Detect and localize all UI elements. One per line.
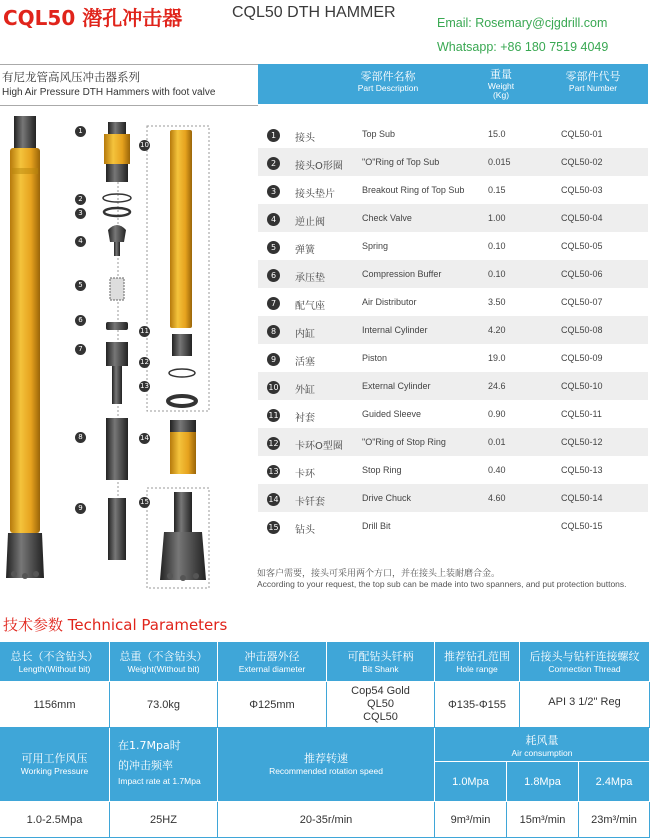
part-name-cn: 接头垫片	[295, 189, 335, 200]
part-name-en: Check Valve	[362, 213, 412, 223]
part-code: CQL50-08	[561, 325, 603, 335]
part-code: CQL50-12	[561, 437, 603, 447]
table-row	[258, 232, 648, 260]
table-row	[258, 316, 648, 344]
hammer-exploded-diagram	[0, 108, 255, 593]
part-weight: 0.40	[488, 465, 506, 475]
callout-11: 11	[140, 327, 149, 335]
part-weight: 3.50	[488, 297, 506, 307]
contact-whatsapp: Whatsapp: +86 180 7519 4049	[437, 40, 609, 54]
val-rotation: 20-35r/min	[218, 802, 435, 838]
th-diameter: 冲击器外径 External diameter	[218, 642, 327, 682]
th-air-p3: 2.4Mpa	[579, 762, 650, 802]
table-row	[258, 484, 648, 512]
part-name-en: Drill Bit	[362, 521, 391, 531]
part-code: CQL50-13	[561, 465, 603, 475]
table-row	[258, 456, 648, 484]
part-number-badge: 6	[267, 269, 280, 282]
part-name-cn: 承压垫	[295, 273, 325, 284]
part-name-en: Internal Cylinder	[362, 325, 428, 335]
header-part-number: 零部件代号 Part Number	[565, 71, 621, 93]
part-number-badge: 9	[267, 353, 280, 366]
part-weight: 15.0	[488, 129, 506, 139]
table-row	[258, 148, 648, 176]
part-name-cn: 衬套	[295, 413, 315, 424]
part-name-en: "O"Ring of Top Sub	[362, 157, 440, 167]
part-name-cn: 弹簧	[295, 245, 315, 256]
note-en: According to your request, the top sub can be made into two spanners, and put protection buttons.	[257, 579, 627, 589]
part-weight: 0.015	[488, 157, 511, 167]
table-row	[258, 204, 648, 232]
part-code: CQL50-06	[561, 269, 603, 279]
page-title-en: CQL50 DTH HAMMER	[232, 4, 396, 21]
part-name-cn: 配气座	[295, 301, 325, 312]
page-title-cn: CQL50 潜孔冲击器	[3, 6, 183, 30]
callout-12: 12	[140, 358, 149, 366]
part-name-cn: 钻头	[295, 525, 315, 536]
val-air-1: 9m³/min	[435, 802, 507, 838]
part-weight: 0.90	[488, 409, 506, 419]
contact-email: Email: Rosemary@cjgdrill.com	[437, 16, 608, 30]
callout-7: 7	[75, 344, 86, 355]
part-name-cn: 逆止阀	[295, 217, 325, 228]
val-air-2: 15m³/min	[507, 802, 579, 838]
th-thread: 后接头与钻杆连接螺纹 Connection Thread	[520, 642, 650, 682]
table-row	[258, 344, 648, 372]
series-title-cn: 有尼龙管高风压冲击器系列	[2, 70, 140, 84]
val-thread: API 3 1/2" Reg	[520, 682, 650, 728]
th-length: 总长（不含钻头） Length(Without bit)	[0, 642, 110, 682]
part-code: CQL50-15	[561, 521, 603, 531]
part-number-badge: 1	[267, 129, 280, 142]
part-weight: 4.60	[488, 493, 506, 503]
part-name-en: "O"Ring of Stop Ring	[362, 437, 446, 447]
part-name-en: Drive Chuck	[362, 493, 412, 503]
part-code: CQL50-03	[561, 185, 603, 195]
callout-3: 3	[75, 208, 86, 219]
callout-5: 5	[75, 280, 86, 291]
header-part-description: 零部件名称 Part Description	[357, 71, 419, 93]
part-number-badge: 13	[268, 467, 279, 476]
th-hole-range: 推荐钻孔范围 Hole range	[435, 642, 520, 682]
part-code: CQL50-04	[561, 213, 603, 223]
part-code: CQL50-01	[561, 129, 603, 139]
callout-2: 2	[75, 194, 86, 205]
callout-1: 1	[75, 126, 86, 137]
part-name-cn: 外缸	[295, 385, 315, 396]
part-weight: 24.6	[488, 381, 506, 391]
th-rotation: 推荐转速 Recommended rotation speed	[218, 728, 435, 802]
parts-table-header	[258, 64, 648, 104]
part-number-badge: 7	[267, 297, 280, 310]
part-name-en: Breakout Ring of Top Sub	[362, 185, 465, 195]
part-name-cn: 接头O形圈	[295, 161, 343, 172]
part-code: CQL50-02	[561, 157, 603, 167]
table-row	[258, 372, 648, 400]
header-weight: 重量 Weight (Kg)	[487, 69, 515, 100]
th-air-p2: 1.8Mpa	[507, 762, 579, 802]
part-code: CQL50-09	[561, 353, 603, 363]
th-impact: 在1.7Mpa时 的冲击频率 Impact rate at 1.7Mpa	[110, 728, 218, 802]
part-code: CQL50-14	[561, 493, 603, 503]
part-name-en: Air Distributor	[362, 297, 417, 307]
table-row	[258, 120, 648, 148]
callout-15: 15	[140, 498, 149, 506]
val-length: 1156mm	[0, 682, 110, 728]
part-number-badge: 5	[267, 241, 280, 254]
part-name-cn: 接头	[295, 133, 315, 144]
series-header	[0, 64, 258, 106]
th-air-p1: 1.0Mpa	[435, 762, 507, 802]
val-diameter: Φ125mm	[218, 682, 327, 728]
part-number-badge: 3	[267, 185, 280, 198]
part-weight: 0.10	[488, 241, 506, 251]
val-weight: 73.0kg	[110, 682, 218, 728]
part-number-badge: 14	[268, 495, 279, 504]
table-row	[258, 512, 648, 540]
val-hole-range: Φ135-Φ155	[435, 682, 520, 728]
part-name-cn: 内缸	[295, 329, 315, 340]
part-name-cn: 卡钎套	[295, 497, 325, 508]
callout-14: 14	[140, 434, 149, 442]
callout-9: 9	[75, 503, 86, 514]
table-row	[258, 400, 648, 428]
table-row	[258, 260, 648, 288]
table-row	[258, 428, 648, 456]
part-number-badge: 15	[268, 523, 279, 532]
part-name-en: Piston	[362, 353, 388, 363]
val-pressure: 1.0-2.5Mpa	[0, 802, 110, 838]
part-name-cn: 卡环O型圈	[295, 441, 343, 452]
th-weight: 总重（不含钻头） Weight(Without bit)	[110, 642, 218, 682]
part-number-badge: 12	[268, 439, 279, 448]
note-cn: 如客户需要，接头可采用两个方口，并在接头上装耐磨合金。	[257, 569, 501, 579]
assembled-hammer	[6, 116, 44, 579]
callout-6: 6	[75, 315, 86, 326]
part-name-en: Guided Sleeve	[362, 409, 422, 419]
parts-table	[258, 120, 648, 540]
th-pressure: 可用工作风压 Working Pressure	[0, 728, 110, 802]
th-air-consumption: 耗风量 Air consumption	[435, 728, 650, 762]
part-weight: 0.15	[488, 185, 506, 195]
part-code: CQL50-10	[561, 381, 603, 391]
table-row	[258, 176, 648, 204]
part-name-en: Stop Ring	[362, 465, 402, 475]
callout-4: 4	[75, 236, 86, 247]
part-name-en: Spring	[362, 241, 389, 251]
part-name-cn: 活塞	[295, 357, 315, 368]
callout-13: 13	[140, 382, 149, 390]
callout-10: 10	[140, 141, 149, 149]
val-shank: Cop54 Gold QL50 CQL50	[327, 682, 435, 728]
tech-parameters-table	[0, 642, 650, 838]
part-number-badge: 10	[268, 383, 279, 392]
part-weight: 19.0	[488, 353, 506, 363]
th-shank: 可配钻头钎柄 Bit Shank	[327, 642, 435, 682]
part-number-badge: 2	[267, 157, 280, 170]
part-number-badge: 11	[268, 411, 279, 420]
part-number-badge: 4	[267, 213, 280, 226]
callout-8: 8	[75, 432, 86, 443]
part-weight: 0.10	[488, 269, 506, 279]
val-impact: 25HZ	[110, 802, 218, 838]
part-code: CQL50-05	[561, 241, 603, 251]
part-number-badge: 8	[267, 325, 280, 338]
part-code: CQL50-07	[561, 297, 603, 307]
part-name-cn: 卡环	[295, 469, 315, 480]
val-air-3: 23m³/min	[579, 802, 650, 838]
part-name-en: External Cylinder	[362, 381, 431, 391]
part-name-en: Top Sub	[362, 129, 396, 139]
part-weight: 4.20	[488, 325, 506, 335]
part-code: CQL50-11	[561, 409, 602, 419]
table-row	[258, 288, 648, 316]
part-weight: 0.01	[488, 437, 506, 447]
series-title-en: High Air Pressure DTH Hammers with foot valve	[2, 87, 216, 98]
part-name-en: Compression Buffer	[362, 269, 442, 279]
tech-section-title: 技术参数 Technical Parameters	[3, 616, 228, 634]
part-weight: 1.00	[488, 213, 506, 223]
